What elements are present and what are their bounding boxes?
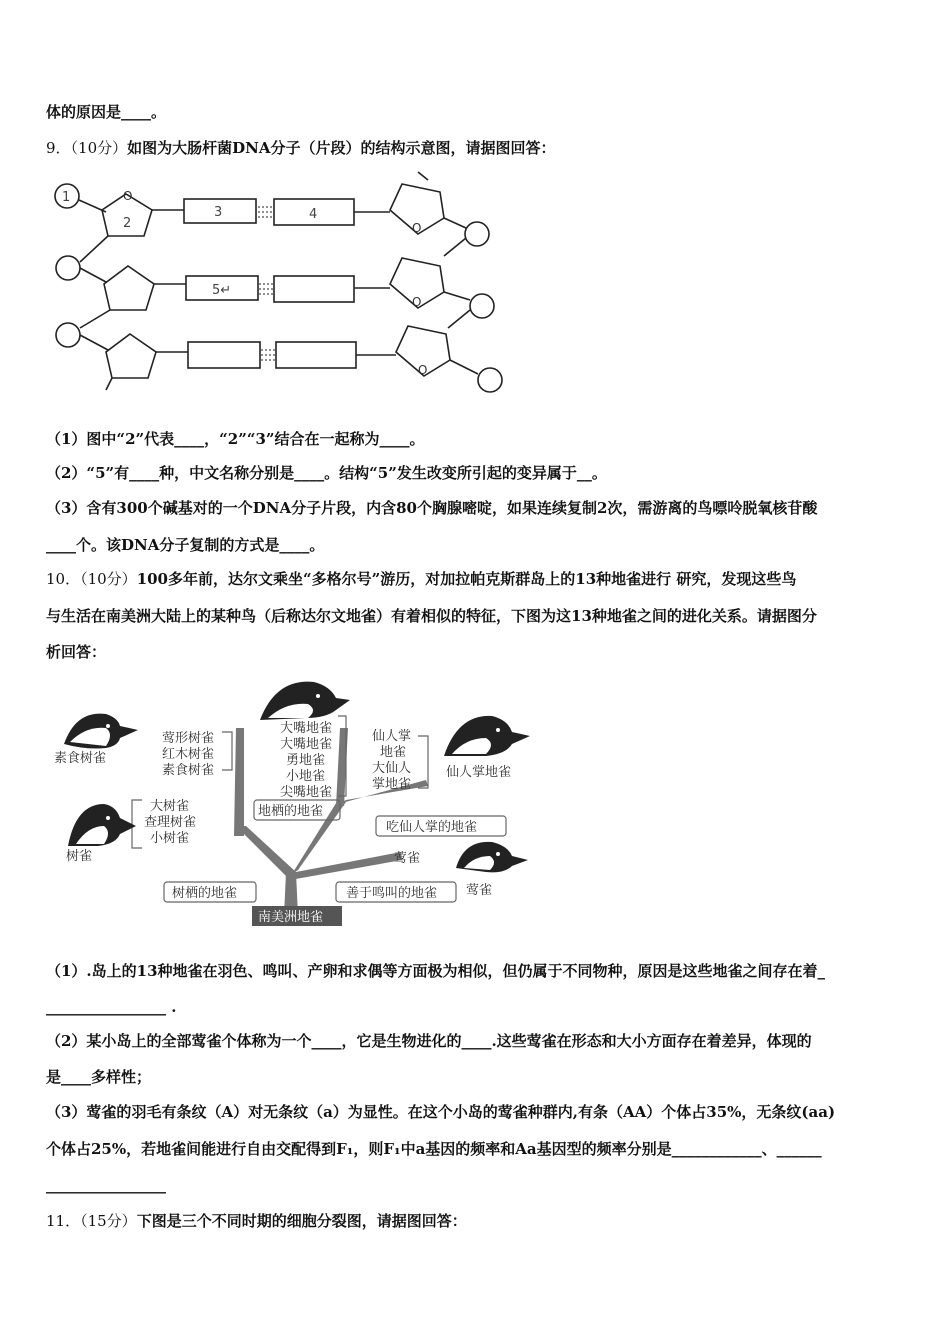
- question-10-part-2-b: 是____多样性；: [46, 1068, 152, 1086]
- species-veg-2: 红木树雀: [162, 747, 215, 762]
- group-label-warbler: 善于鸣叫的地雀: [346, 886, 438, 901]
- species-ground-4: 小地雀: [286, 769, 326, 784]
- group-label-tree-dwelling: 树栖的地雀: [172, 886, 238, 901]
- question-10-text-c: 析回答：: [46, 643, 107, 661]
- question-number: 11．（15分）: [46, 1212, 137, 1230]
- phosphate-circle-left-2: [56, 256, 80, 280]
- deoxyribose-left-3: [106, 334, 156, 378]
- question-10-part-2-a: （2）某小岛上的全部莺雀个体称为一个____，它是生物进化的____.这些莺雀在形态和大小方面存在着差异，体现的: [46, 1032, 812, 1050]
- label-o: O: [123, 189, 133, 203]
- label-1: 1: [62, 190, 71, 205]
- label-o: O: [412, 295, 422, 309]
- label-o: O: [418, 363, 428, 377]
- bird-label-warbler: 莺雀: [466, 883, 493, 898]
- label-4: 4: [309, 207, 318, 222]
- species-veg-1: 莺形树雀: [162, 731, 215, 746]
- label-o: O: [412, 221, 422, 235]
- phosphate-circle-right-3: [478, 368, 502, 392]
- question-text: 100多年前，达尔文乘坐“多格尔号”游历，对加拉帕克斯群岛上的13种地雀进行 研究，发现这些鸟: [136, 570, 797, 588]
- question-10-part-3-a: （3）莺雀的羽毛有条纹（A）对无条纹（a）为显性。在这个小岛的莺雀种群内,有条（AA）个体占35%，无条纹(aa): [46, 1103, 836, 1121]
- question-10-part-3-b: 个体占25%，若地雀间能进行自由交配得到F₁，则F₁中a基因的频率和Aa基因型的频率分别是____________、______: [46, 1140, 822, 1158]
- species-ground-3: 勇地雀: [286, 753, 326, 768]
- species-cactus-1: 仙人掌: [372, 729, 412, 744]
- phosphate-circle-right-2: [470, 294, 494, 318]
- bird-label-cactus: 仙人掌地雀: [446, 765, 512, 780]
- species-cactus-3: 大仙人: [372, 761, 412, 776]
- bracket-tree: [132, 800, 142, 848]
- text-line-intro: 体的原因是____。: [46, 103, 167, 121]
- bracket-veg: [222, 732, 232, 770]
- question-text: 如图为大肠杆菌DNA分子（片段）的结构示意图，请据图回答：: [127, 139, 556, 157]
- deoxyribose-left-2: [104, 266, 154, 310]
- bird-cactus-icon: [444, 716, 530, 756]
- species-ground-5: 尖嘴地雀: [280, 785, 333, 800]
- question-number: 9．（10分）: [46, 139, 128, 157]
- dna-structure-diagram: [46, 170, 516, 400]
- question-number: 10．（10分）: [46, 570, 137, 588]
- label-5: 5↵: [212, 283, 232, 298]
- bird-ground-icon: [260, 682, 350, 720]
- question-9-part-3-a: （3）含有300个碱基对的一个DNA分子片段，内含80个胸腺嘧啶，如果连续复制2次，需游离的鸟嘌呤脱氧核苷酸: [46, 499, 818, 517]
- branch-tree-group: [236, 826, 296, 876]
- bird-label-veg: 素食树雀: [54, 751, 107, 766]
- bird-label-tree: 树雀: [66, 849, 93, 864]
- question-9-part-2: （2）“5”有____种，中文名称分别是____。结构“5”发生改变所引起的变异属于__。: [46, 464, 607, 482]
- species-ground-1: 大嘴地雀: [280, 721, 333, 736]
- question-10-part-1-b: ________________ .: [46, 998, 177, 1016]
- species-tree-1: 大树雀: [150, 799, 190, 814]
- group-label-cactus: 吃仙人掌的地雀: [386, 820, 478, 835]
- base-right-3: [276, 342, 356, 368]
- species-tree-3: 小树雀: [150, 831, 190, 846]
- species-cactus-2: 地雀: [380, 745, 407, 760]
- species-warbler: 莺雀: [394, 851, 421, 866]
- species-ground-2: 大嘴地雀: [280, 737, 333, 752]
- group-label-ground: 地栖的地雀: [258, 804, 324, 819]
- question-text: 下图是三个不同时期的细胞分裂图，请据图回答：: [136, 1212, 467, 1230]
- label-2: 2: [123, 216, 132, 231]
- question-10-heading: [46, 569, 796, 589]
- base-right-2: [274, 276, 354, 302]
- bracket-cactus: [418, 736, 428, 788]
- branch-veg: [234, 728, 244, 836]
- bird-veg-icon: [64, 714, 138, 749]
- base-left-3: [188, 342, 260, 368]
- finch-evolution-tree: [46, 676, 536, 930]
- phosphate-circle-right-1: [465, 222, 489, 246]
- question-9-heading: [46, 138, 556, 158]
- species-tree-2: 查理树雀: [144, 815, 197, 830]
- question-9-part-3-b: ____个。该DNA分子复制的方式是____。: [46, 536, 325, 554]
- question-9-part-1: （1）图中“2”代表____，“2”“3”结合在一起称为____。: [46, 430, 425, 448]
- phosphate-circle-left-3: [56, 323, 80, 347]
- question-10-part-1-a: （1）.岛上的13种地雀在羽色、鸣叫、产卵和求偶等方面极为相似，但仍属于不同物种，原因是这些地雀之间存在着_: [46, 962, 826, 980]
- bird-tree-icon: [68, 804, 136, 846]
- species-cactus-4: 掌地雀: [372, 777, 412, 792]
- root-label: 南美洲地雀: [258, 910, 324, 925]
- species-veg-3: 素食树雀: [162, 763, 215, 778]
- question-10-text-b: 与生活在南美洲大陆上的某种鸟（后称达尔文地雀）有着相似的特征，下图为这13种地雀之间的进化关系。请据图分: [46, 607, 817, 625]
- label-3: 3: [214, 205, 223, 220]
- question-11-heading: [46, 1211, 467, 1231]
- bird-warbler-icon: [456, 842, 528, 873]
- question-10-part-3-c: ________________: [46, 1176, 166, 1194]
